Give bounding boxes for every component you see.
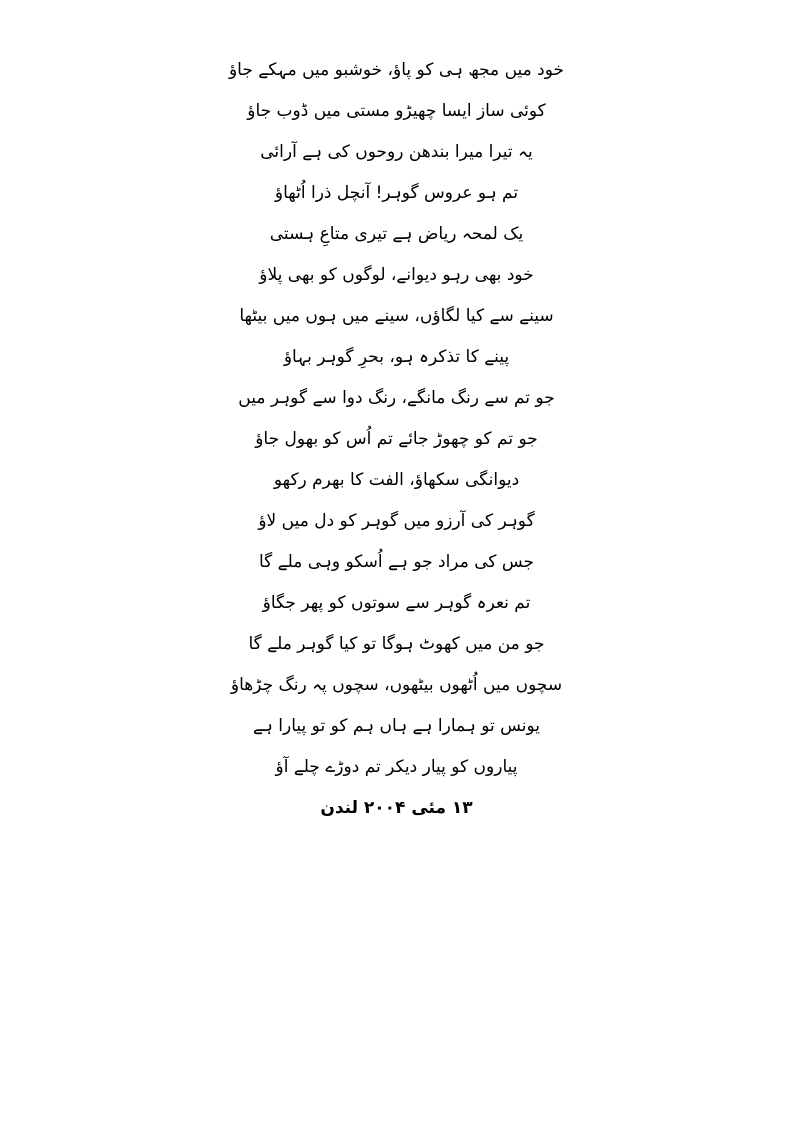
poem-line-5: یک لمحہ ریاض ہے تیری متاعِ ہستی <box>269 224 524 244</box>
poem-line-7: سینے سے کیا لگاؤں، سینے میں ہوں میں بیٹھا <box>239 306 554 326</box>
poem-line-2: کوئی ساز ایسا چھیڑو مستی میں ڈوب جاؤ <box>247 101 546 121</box>
poem-line-14: تم نعرہ گوہر سے سوتوں کو پھر جگاؤ <box>262 593 531 613</box>
poem-line-17: یونس تو ہمارا ہے ہاں ہم کو تو پیارا ہے <box>252 716 541 736</box>
poem-line-1: خود میں مجھ ہی کو پاؤ، خوشبو میں مہکے جاؤ <box>228 60 565 80</box>
poem-line-12: گوہر کی آرزو میں گوہر کو دل میں لاؤ <box>258 511 535 531</box>
poem-line-10: جو تم کو چھوڑ جائے تم اُس کو بھول جاؤ <box>255 429 538 449</box>
poem-line-4: تم ہو عروس گوہر! آنچل ذرا اُٹھاؤ <box>274 183 519 203</box>
poem-body <box>0 50 793 829</box>
poem-line-11: دیوانگی سکھاؤ، الفت کا بھرم رکھو <box>273 470 520 490</box>
poem-line-15: جو من میں کھوٹ ہوگا تو کیا گوہر ملے گا <box>248 634 545 654</box>
poem-line-16: سچوں میں اُٹھوں بیٹھوں، سچوں پہ رنگ چڑھاؤ <box>230 675 563 695</box>
poem-line-8: پینے کا تذکرہ ہو، بحرِ گوہر بہاؤ <box>283 347 510 367</box>
poem-line-13: جس کی مراد جو ہے اُسکو وہی ملے گا <box>258 552 535 572</box>
date-place-line: ۱۳ مئی ۲۰۰۴ لندن <box>320 798 473 818</box>
poem-line-6: خود بھی رہو دیوانے، لوگوں کو بھی پلاؤ <box>259 265 534 285</box>
poem-line-3: یہ تیرا میرا بندھن روحوں کی ہے آرائی <box>260 142 533 162</box>
poem-line-18: پیاروں کو پیار دیکر تم دوڑے چلے آؤ <box>275 757 518 777</box>
poem-line-9: جو تم سے رنگ مانگے، رنگ دوا سے گوہر میں <box>238 388 555 408</box>
